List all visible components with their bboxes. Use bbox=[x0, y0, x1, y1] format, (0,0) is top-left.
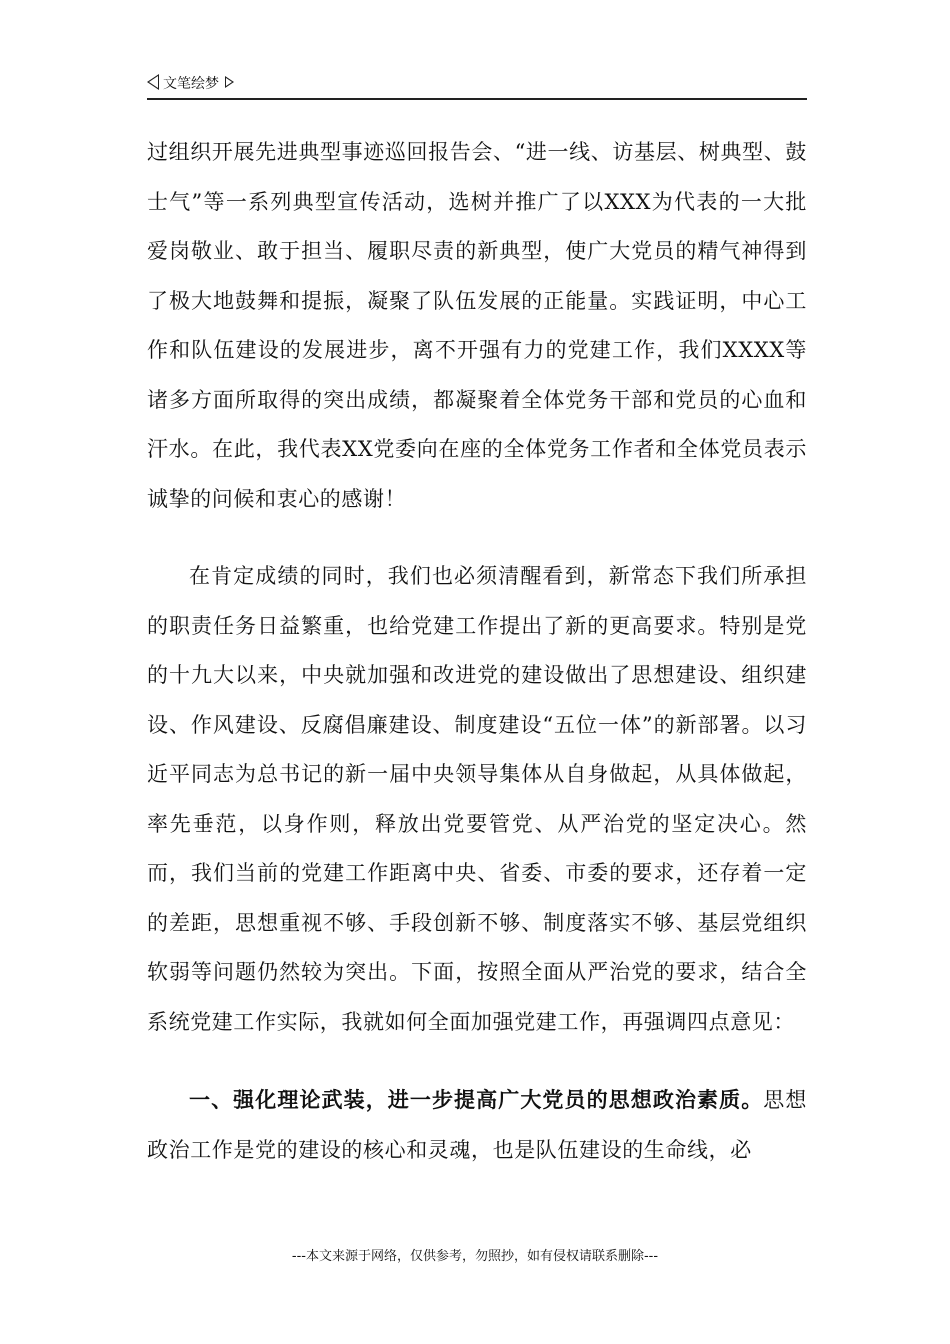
paragraph-1: 过组织开展先进典型事迹巡回报告会、“进一线、访基层、树典型、鼓士气”等一系列典型宣传活动，选树并推广了以XXX为代表的一大批爱岗敬业、敢于担当、履职尽责的新典型，使广大党员的精气神得到了极大地鼓舞和提振，凝聚了队伍发展的正能量。实践证明，中心工作和队伍建设的发展进步，离不开强有力的党建工作，我们XXXX等诸多方面所取得的突出成绩，都凝聚着全体党务干部和党员的心血和汗水。在此，我代表XX党委向在座的全体党务工作者和全体党员表示诚挚的问候和衷心的感谢！ bbox=[147, 140, 807, 511]
paragraph-2: 在肯定成绩的同时，我们也必须清醒看到，新常态下我们所承担的职责任务日益繁重，也给党建工作提出了新的更高要求。特别是党的十九大以来，中央就加强和改进党的建设做出了思想建设、组织建设、作风建设、反腐倡廉建设、制度建设“五位一体”的新部署。以习近平同志为总书记的新一届中央领导集体从自身做起，从具体做起，率先垂范，以身作则，释放出党要管党、从严治党的坚定决心。然而，我们当前的党建工作距离中央、省委、市委的要求，还存着一定的差距，思想重视不够、手段创新不够、制度落实不够、基层党组织软弱等问题仍然较为突出。下面，按照全面从严治党的要求，结合全系统党建工作实际，我就如何全面加强党建工作，再强调四点意见： bbox=[147, 564, 807, 1034]
footer-disclaimer: ---本文来源于网络，仅供参考，勿照抄，如有侵权请联系删除--- bbox=[291, 1249, 659, 1264]
section-heading: 一、强化理论武装，进一步提高广大党员的思想政治素质。 bbox=[189, 1087, 764, 1112]
triangle-right-icon bbox=[225, 76, 234, 88]
header-title: 文笔绘梦 bbox=[163, 76, 219, 92]
triangle-left-icon bbox=[147, 74, 159, 90]
paragraph-3 bbox=[147, 1075, 807, 1175]
section-text: 思想政治工作是党的建设的核心和灵魂，也是队伍建设的生命线，必 bbox=[147, 1088, 807, 1162]
page-header bbox=[147, 72, 807, 100]
document-body bbox=[147, 128, 807, 1175]
